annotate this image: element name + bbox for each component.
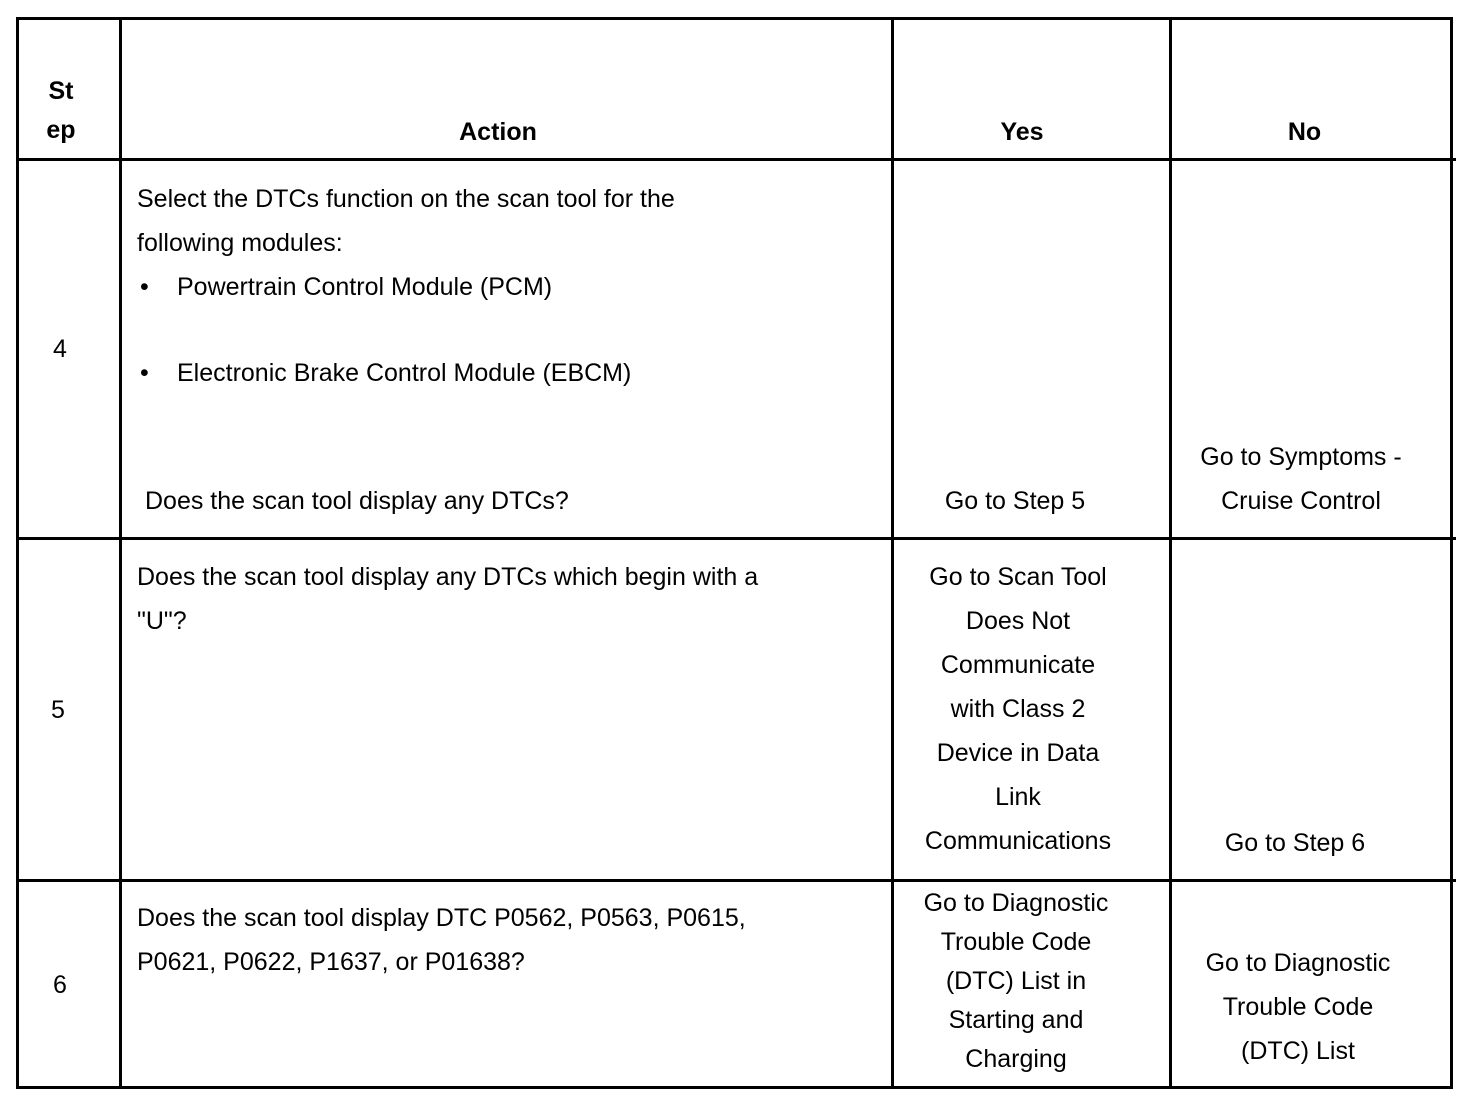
header-action: Action (459, 118, 537, 146)
row-4-no (1172, 435, 1430, 523)
header-yes: Yes (1000, 118, 1044, 146)
table-border-right (1450, 17, 1453, 1089)
row-5-yes-line-6: Link (995, 783, 1041, 811)
row-divider-1 (16, 537, 1456, 540)
row-6-no-line-2: Trouble Code (1222, 993, 1374, 1021)
row-5-action-line-1: Does the scan tool display any DTCs which begin with a (137, 563, 759, 591)
table-border-top (16, 17, 1453, 20)
row-4-action-line-1: Select the DTCs function on the scan tool for the (137, 185, 675, 213)
row-4-no-line-2: Cruise Control (1221, 487, 1381, 515)
row-6-yes-line-1: Go to Diagnostic (923, 889, 1109, 917)
row-6-action-line-2: P0621, P0622, P1637, or P01638? (137, 948, 525, 976)
row-6-no (1172, 941, 1424, 1073)
row-5-yes-line-5: Device in Data (936, 739, 1100, 767)
header-no: No (1287, 118, 1322, 146)
row-4-bullet-1: Powertrain Control Module (PCM) (177, 273, 553, 301)
column-divider-1 (119, 17, 122, 1089)
row-5-yes-line-4: with Class 2 (950, 695, 1086, 723)
row-5-yes-line-2: Does Not (965, 607, 1071, 635)
row-6-yes-line-5: Charging (965, 1045, 1067, 1073)
header-step-line1: St (48, 77, 74, 105)
row-6-yes-line-4: Starting and (948, 1006, 1084, 1034)
row-6-yes (894, 884, 1138, 1079)
row-6-no-line-1: Go to Diagnostic (1205, 949, 1391, 977)
row-4-step: 4 (53, 335, 67, 363)
row-5-no: Go to Step 6 (1224, 829, 1366, 857)
header-step-line2: ep (46, 116, 76, 144)
column-divider-3 (1169, 17, 1172, 1089)
row-6-no-line-3: (DTC) List (1241, 1037, 1355, 1065)
row-4-bullet-2-glyph: • (140, 359, 149, 387)
row-6-action-line-1: Does the scan tool display DTC P0562, P0563, P0615, (137, 904, 746, 932)
row-divider-2 (16, 879, 1456, 882)
row-4-action-line-2: following modules: (137, 229, 343, 257)
row-6-step: 6 (53, 971, 67, 999)
row-4-no-line-1: Go to Symptoms - (1200, 443, 1402, 471)
row-4-yes: Go to Step 5 (944, 487, 1086, 515)
row-5-yes-line-1: Go to Scan Tool (929, 563, 1107, 591)
header-step (19, 72, 103, 150)
row-4-question: Does the scan tool display any DTCs? (145, 487, 569, 515)
row-6-yes-line-3: (DTC) List in (945, 967, 1087, 995)
header-divider (16, 158, 1456, 161)
row-5-yes-line-7: Communications (924, 827, 1112, 855)
row-5-yes (894, 555, 1142, 863)
row-5-yes-line-3: Communicate (940, 651, 1096, 679)
row-4-bullet-1-glyph: • (140, 273, 149, 301)
row-6-yes-line-2: Trouble Code (940, 928, 1092, 956)
table-border-bottom (16, 1086, 1453, 1089)
row-4-bullet-2: Electronic Brake Control Module (EBCM) (177, 359, 632, 387)
row-5-action-line-2: "U"? (137, 607, 187, 635)
row-5-step: 5 (51, 696, 65, 724)
table-border-left (16, 17, 19, 1089)
